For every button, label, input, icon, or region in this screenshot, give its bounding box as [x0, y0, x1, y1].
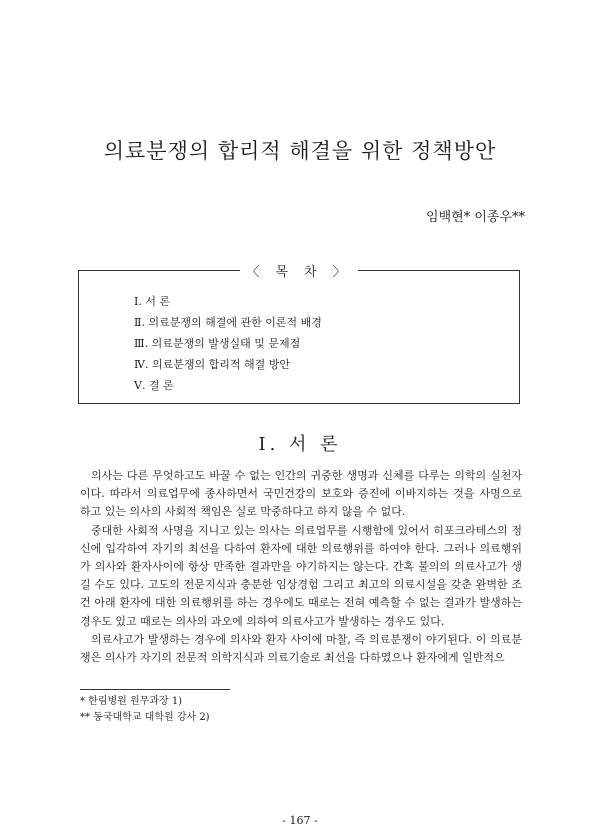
- section-heading: Ⅰ. 서 론: [258, 434, 342, 455]
- toc-heading: 〈 목 차 〉: [240, 265, 358, 280]
- footnote: * 한림병원 원무과장 1): [80, 696, 183, 707]
- paragraph: 의료사고가 발생하는 경우에 의사와 환자 사이에 마찰, 즉 의료분쟁이 야기된다. 이 의료분쟁은 의사가 자기의 전문적 의학지식과 의료기술로 최선을 다하였으나 환자에게 일반적으: [80, 632, 522, 665]
- toc-item: Ⅱ. 의료분쟁의 해결에 관한 이론적 배경: [134, 316, 322, 329]
- footnote: ** 동국대학교 대학원 강사 2): [80, 712, 210, 723]
- paragraph: 의사는 다른 무엇하고도 바꿀 수 없는 인간의 귀중한 생명과 신체를 다루는 의학의 실천자이다. 따라서 의료업무에 종사하면서 국민건강의 보호와 증진에 이바지하는 것을 사명으로 하고 있는 의사의 사회적 책임은 실로 막중하다고 하지 않을 수 없다.: [80, 469, 522, 519]
- toc-item: Ⅰ. 서 론: [134, 295, 171, 308]
- toc-item: Ⅴ. 결 론: [134, 379, 174, 392]
- toc-item: Ⅳ. 의료분쟁의 합리적 해결 방안: [134, 358, 290, 371]
- footnote-divider: [80, 689, 230, 690]
- page-number: - 167 -: [282, 814, 318, 827]
- toc-list: [134, 291, 322, 396]
- body-text: [80, 467, 522, 667]
- footnotes: [80, 694, 210, 726]
- paragraph: 중대한 사회적 사명을 지니고 있는 의사는 의료업무를 시행함에 있어서 히포크라테스의 정신에 입각하여 자기의 최선을 다하여 환자에 대한 의료행위를 하여야 한다. 그러나 의료행위가 의사와 환자사이에 항상 만족한 결과만을 야기하지는 않는다. 간혹 불의의 의료사고가 생길 수도 있다. 고도의 전문지식과 충분한 임상경험 그리고 최고의 의료시설을 갖춘 완벽한 조건 아래 환자에 대한 의료행위를 하는 경우에도 때로는 전혀 예측할 수 없는 결과가 발생하는 경우도 있고 때로는 의사의 과오에 의하여 의료사고가 발생하는 경우도 있다.: [80, 523, 522, 628]
- table-of-contents: [78, 265, 520, 404]
- toc-heading-wrap: [79, 261, 519, 280]
- toc-item: Ⅲ. 의료분쟁의 발생실태 및 문제점: [134, 337, 301, 350]
- paper-title: 의료분쟁의 합리적 해결을 위한 정책방안: [103, 139, 497, 163]
- authors: 임백현* 이종우**: [426, 210, 525, 225]
